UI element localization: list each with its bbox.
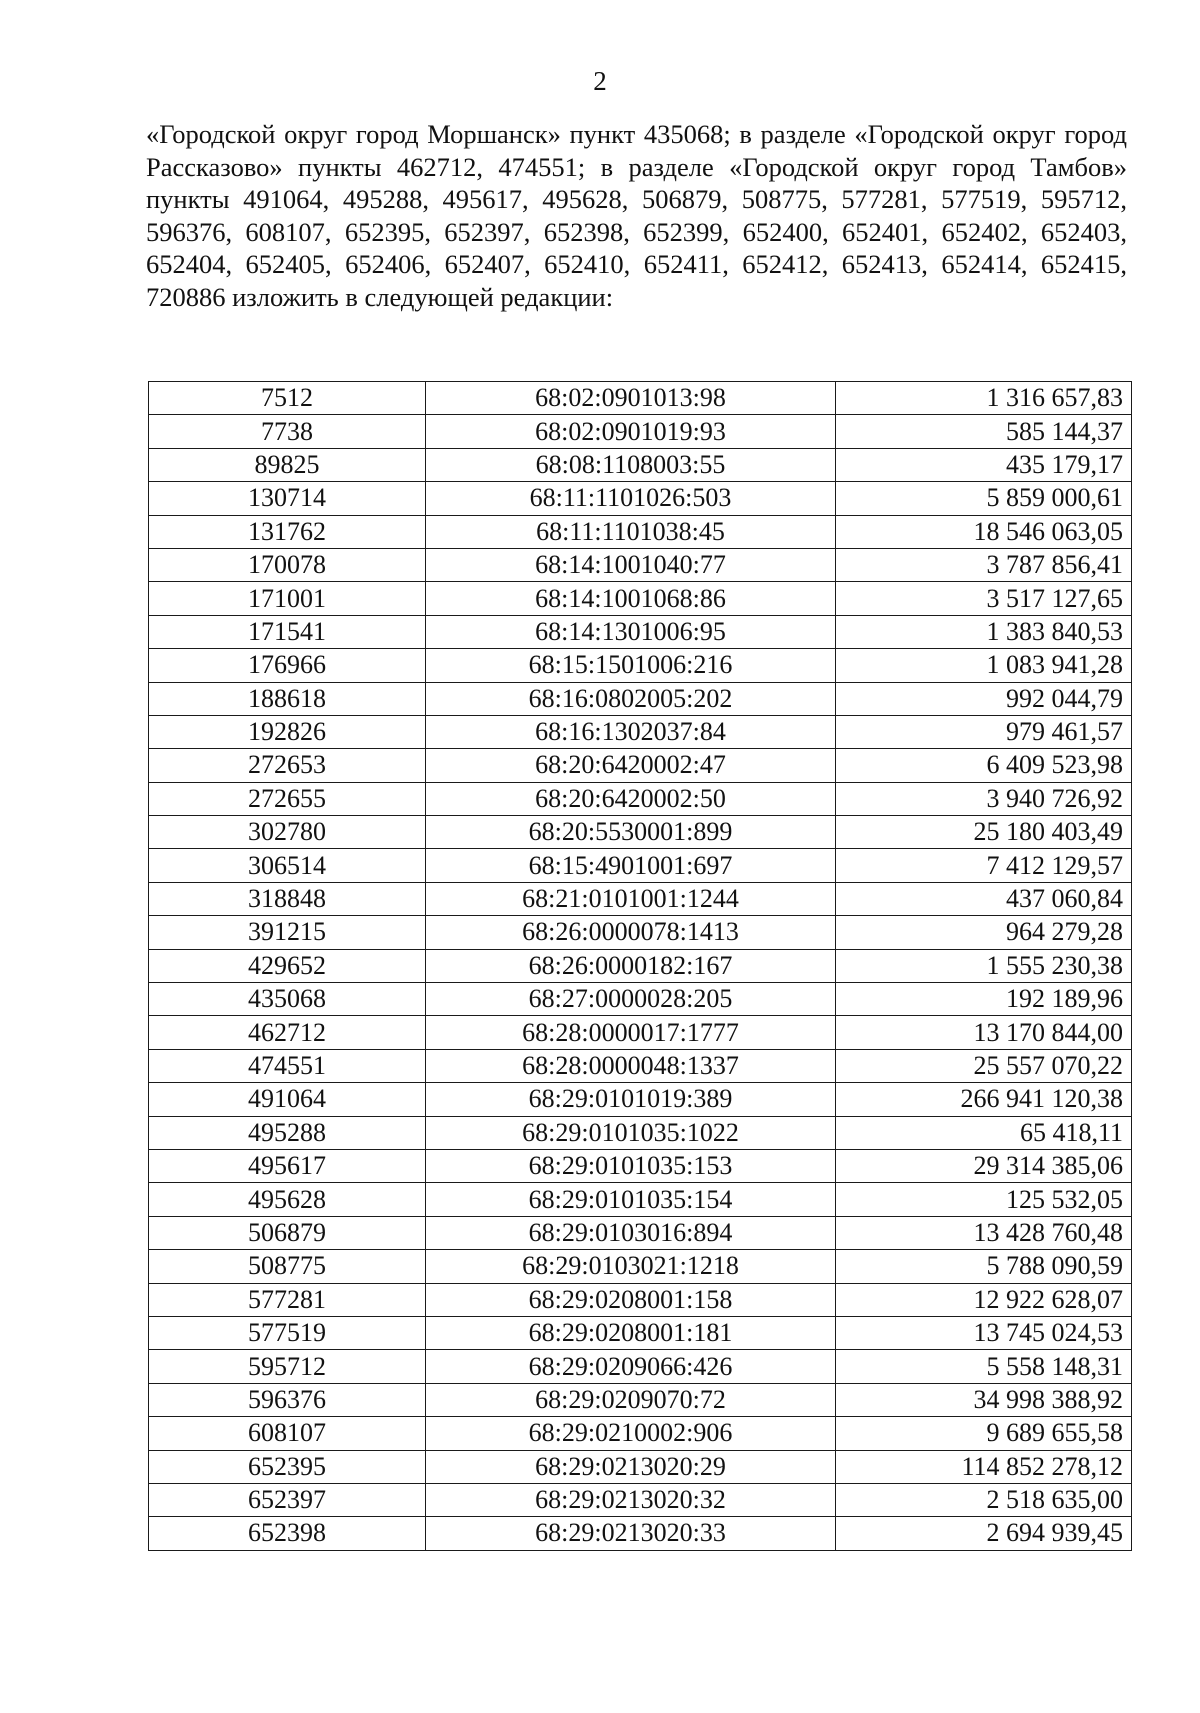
table-row: [149, 882, 1132, 915]
cadastral-number-cell: 68:21:0101001:1244: [426, 882, 836, 915]
cadastral-number-cell: 68:29:0101035:154: [426, 1183, 836, 1216]
table-row: [149, 1350, 1132, 1383]
cadastral-value-cell: 585 144,37: [836, 415, 1132, 448]
cadastral-value-cell: 2 694 939,45: [836, 1517, 1132, 1550]
cadastral-number-cell: 68:28:0000048:1337: [426, 1049, 836, 1082]
item-number-cell: 435068: [149, 983, 426, 1016]
item-number-cell: 170078: [149, 548, 426, 581]
cadastral-number-cell: 68:29:0209066:426: [426, 1350, 836, 1383]
table-body: [149, 382, 1132, 1551]
cadastral-value-cell: 964 279,28: [836, 916, 1132, 949]
table-row: [149, 1049, 1132, 1082]
item-number-cell: 302780: [149, 816, 426, 849]
table-row: [149, 448, 1132, 481]
cadastral-number-cell: 68:15:4901001:697: [426, 849, 836, 882]
item-number-cell: 595712: [149, 1350, 426, 1383]
cadastral-number-cell: 68:26:0000182:167: [426, 949, 836, 982]
cadastral-value-cell: 6 409 523,98: [836, 749, 1132, 782]
item-number-cell: 130714: [149, 482, 426, 515]
cadastral-number-cell: 68:14:1001068:86: [426, 582, 836, 615]
item-number-cell: 506879: [149, 1216, 426, 1249]
cadastral-number-cell: 68:14:1001040:77: [426, 548, 836, 581]
cadastral-value-cell: 3 940 726,92: [836, 782, 1132, 815]
item-number-cell: 495617: [149, 1149, 426, 1182]
cadastral-number-cell: 68:15:1501006:216: [426, 649, 836, 682]
table-row: [149, 816, 1132, 849]
item-number-cell: 306514: [149, 849, 426, 882]
item-number-cell: 176966: [149, 649, 426, 682]
intro-paragraph: «Городской округ город Моршанск» пункт 435068; в разделе «Городской округ город Рассказово» пункты 462712, 474551; в разделе «Городской округ город Тамбов» пункты 491064, 495288, 495617, 495628, 506879, 508775, 577281, 577519, 595712, 596376, 608107, 652395, 652397, 652398, 652399, 652400, 652401, 652402, 652403, 652404, 652405, 652406, 652407, 652410, 652411, 652412, 652413, 652414, 652415, 720886 изложить в следующей редакции:: [146, 119, 1127, 312]
table-row: [149, 1417, 1132, 1450]
item-number-cell: 171001: [149, 582, 426, 615]
table-row: [149, 782, 1132, 815]
cadastral-value-cell: 979 461,57: [836, 715, 1132, 748]
cadastral-value-cell: 7 412 129,57: [836, 849, 1132, 882]
cadastral-number-cell: 68:11:1101026:503: [426, 482, 836, 515]
cadastral-value-cell: 2 518 635,00: [836, 1483, 1132, 1516]
item-number-cell: 131762: [149, 515, 426, 548]
cadastral-value-cell: 435 179,17: [836, 448, 1132, 481]
item-number-cell: 391215: [149, 916, 426, 949]
cadastral-value-cell: 1 083 941,28: [836, 649, 1132, 682]
cadastral-value-cell: 3 787 856,41: [836, 548, 1132, 581]
cadastral-number-cell: 68:20:6420002:47: [426, 749, 836, 782]
table-row: [149, 715, 1132, 748]
cadastral-value-cell: 13 745 024,53: [836, 1316, 1132, 1349]
item-number-cell: 652397: [149, 1483, 426, 1516]
table-row: [149, 415, 1132, 448]
cadastral-value-cell: 5 788 090,59: [836, 1250, 1132, 1283]
cadastral-number-cell: 68:29:0209070:72: [426, 1383, 836, 1416]
cadastral-number-cell: 68:29:0101035:153: [426, 1149, 836, 1182]
cadastral-number-cell: 68:29:0213020:33: [426, 1517, 836, 1550]
item-number-cell: 652398: [149, 1517, 426, 1550]
cadastral-value-cell: 266 941 120,38: [836, 1083, 1132, 1116]
cadastral-value-cell: 29 314 385,06: [836, 1149, 1132, 1182]
table-row: [149, 1216, 1132, 1249]
table-row: [149, 1183, 1132, 1216]
table-row: [149, 1250, 1132, 1283]
item-number-cell: 272655: [149, 782, 426, 815]
cadastral-value-cell: 192 189,96: [836, 983, 1132, 1016]
item-number-cell: 495288: [149, 1116, 426, 1149]
table-row: [149, 1316, 1132, 1349]
item-number-cell: 508775: [149, 1250, 426, 1283]
cadastral-number-cell: 68:28:0000017:1777: [426, 1016, 836, 1049]
cadastral-value-cell: 1 383 840,53: [836, 615, 1132, 648]
table-row: [149, 548, 1132, 581]
cadastral-value-cell: 25 180 403,49: [836, 816, 1132, 849]
cadastral-number-cell: 68:20:5530001:899: [426, 816, 836, 849]
cadastral-value-cell: 12 922 628,07: [836, 1283, 1132, 1316]
cadastral-value-cell: 1 555 230,38: [836, 949, 1132, 982]
cadastral-number-cell: 68:29:0208001:158: [426, 1283, 836, 1316]
cadastral-number-cell: 68:27:0000028:205: [426, 983, 836, 1016]
cadastral-value-cell: 5 558 148,31: [836, 1350, 1132, 1383]
cadastral-value-cell: 3 517 127,65: [836, 582, 1132, 615]
table-row: [149, 1383, 1132, 1416]
table-row: [149, 916, 1132, 949]
table-row: [149, 1149, 1132, 1182]
cadastral-number-cell: 68:26:0000078:1413: [426, 916, 836, 949]
item-number-cell: 491064: [149, 1083, 426, 1116]
item-number-cell: 577281: [149, 1283, 426, 1316]
item-number-cell: 474551: [149, 1049, 426, 1082]
item-number-cell: 171541: [149, 615, 426, 648]
cadastral-number-cell: 68:02:0901019:93: [426, 415, 836, 448]
item-number-cell: 272653: [149, 749, 426, 782]
cadastral-value-cell: 9 689 655,58: [836, 1417, 1132, 1450]
item-number-cell: 652395: [149, 1450, 426, 1483]
item-number-cell: 7738: [149, 415, 426, 448]
table-row: [149, 482, 1132, 515]
cadastral-number-cell: 68:16:0802005:202: [426, 682, 836, 715]
item-number-cell: 596376: [149, 1383, 426, 1416]
cadastral-number-cell: 68:29:0213020:32: [426, 1483, 836, 1516]
cadastral-value-cell: 992 044,79: [836, 682, 1132, 715]
cadastral-number-cell: 68:29:0101035:1022: [426, 1116, 836, 1149]
table-row: [149, 1116, 1132, 1149]
cadastral-value-table-container: [148, 381, 1132, 1551]
cadastral-value-cell: 13 428 760,48: [836, 1216, 1132, 1249]
table-row: [149, 1517, 1132, 1550]
table-row: [149, 983, 1132, 1016]
cadastral-number-cell: 68:11:1101038:45: [426, 515, 836, 548]
table-row: [149, 1016, 1132, 1049]
cadastral-value-cell: 114 852 278,12: [836, 1450, 1132, 1483]
item-number-cell: 429652: [149, 949, 426, 982]
table-row: [149, 582, 1132, 615]
item-number-cell: 89825: [149, 448, 426, 481]
table-row: [149, 1483, 1132, 1516]
table-row: [149, 1083, 1132, 1116]
cadastral-value-cell: 65 418,11: [836, 1116, 1132, 1149]
cadastral-number-cell: 68:20:6420002:50: [426, 782, 836, 815]
page-number: 2: [593, 66, 607, 96]
item-number-cell: 462712: [149, 1016, 426, 1049]
item-number-cell: 495628: [149, 1183, 426, 1216]
table-row: [149, 849, 1132, 882]
cadastral-value-cell: 25 557 070,22: [836, 1049, 1132, 1082]
table-row: [149, 682, 1132, 715]
table-row: [149, 749, 1132, 782]
cadastral-value-cell: 1 316 657,83: [836, 382, 1132, 415]
table-row: [149, 949, 1132, 982]
cadastral-number-cell: 68:02:0901013:98: [426, 382, 836, 415]
cadastral-number-cell: 68:08:1108003:55: [426, 448, 836, 481]
cadastral-number-cell: 68:29:0101019:389: [426, 1083, 836, 1116]
cadastral-number-cell: 68:29:0103021:1218: [426, 1250, 836, 1283]
table-row: [149, 1283, 1132, 1316]
item-number-cell: 188618: [149, 682, 426, 715]
item-number-cell: 318848: [149, 882, 426, 915]
cadastral-value-table: [148, 381, 1132, 1551]
item-number-cell: 192826: [149, 715, 426, 748]
cadastral-value-cell: 125 532,05: [836, 1183, 1132, 1216]
item-number-cell: 608107: [149, 1417, 426, 1450]
cadastral-value-cell: 13 170 844,00: [836, 1016, 1132, 1049]
cadastral-number-cell: 68:16:1302037:84: [426, 715, 836, 748]
item-number-cell: 577519: [149, 1316, 426, 1349]
item-number-cell: 7512: [149, 382, 426, 415]
cadastral-number-cell: 68:29:0210002:906: [426, 1417, 836, 1450]
table-row: [149, 649, 1132, 682]
cadastral-number-cell: 68:14:1301006:95: [426, 615, 836, 648]
cadastral-number-cell: 68:29:0213020:29: [426, 1450, 836, 1483]
table-row: [149, 515, 1132, 548]
cadastral-value-cell: 5 859 000,61: [836, 482, 1132, 515]
cadastral-value-cell: 18 546 063,05: [836, 515, 1132, 548]
table-row: [149, 615, 1132, 648]
cadastral-number-cell: 68:29:0103016:894: [426, 1216, 836, 1249]
cadastral-value-cell: 34 998 388,92: [836, 1383, 1132, 1416]
cadastral-value-cell: 437 060,84: [836, 882, 1132, 915]
table-row: [149, 1450, 1132, 1483]
cadastral-number-cell: 68:29:0208001:181: [426, 1316, 836, 1349]
table-row: [149, 382, 1132, 415]
